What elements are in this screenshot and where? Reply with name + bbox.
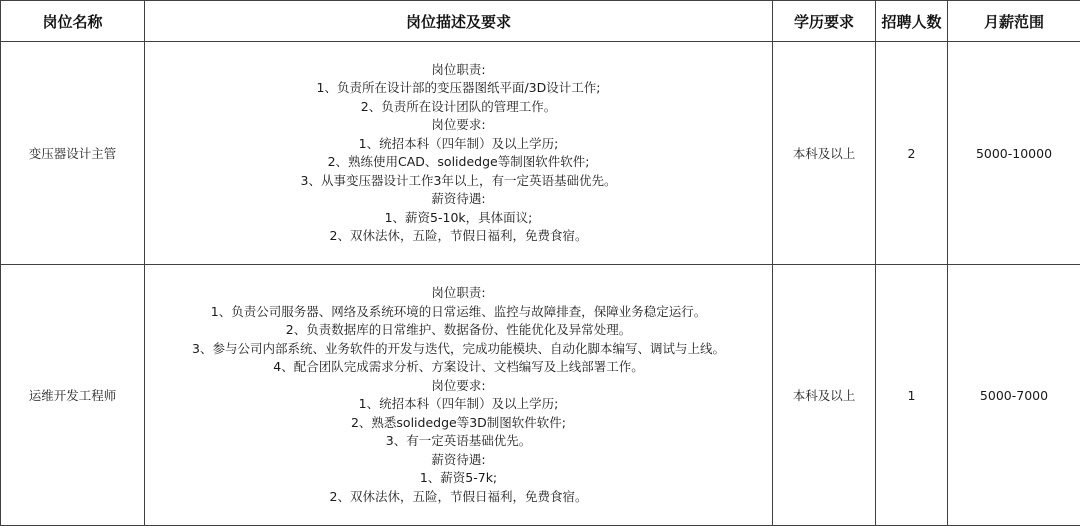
header-headcount: 招聘人数 [876,1,948,42]
description-line: 1、统招本科（四年制）及以上学历; [358,396,559,411]
table-row [1,265,1080,526]
description-line: 2、双休法休，五险，节假日福利，免费食宿。 [329,488,588,504]
position-description [145,265,773,526]
header-salary: 月薪范围 [948,1,1080,42]
description-line: 2、熟悉solidedge等3D制图软件软件; [350,414,567,430]
description-line: 岗位职责: [431,61,486,77]
salary-range: 5000-10000 [948,42,1080,265]
headcount: 2 [876,42,948,265]
salary-range: 5000-7000 [948,265,1080,526]
table-header-row [1,1,1080,42]
description-line: 2、双休法休，五险，节假日福利，免费食宿。 [329,228,588,243]
description-line: 薪资待遇: [431,191,486,206]
description-line: 1、统招本科（四年制）及以上学历; [358,135,559,151]
description-line: 岗位职责: [431,285,486,300]
education-requirement: 本科及以上 [773,265,876,526]
header-position-name: 岗位名称 [1,1,145,42]
description-line: 3、有一定英语基础优先。 [385,433,532,448]
description-line: 2、熟练使用CAD、solidedge等制图软件软件; [327,154,590,169]
table-row [1,42,1080,265]
position-name: 运维开发工程师 [1,265,145,526]
description-line: 岗位要求: [431,117,486,132]
description-line: 薪资待遇: [431,451,486,467]
description-line: 1、负责所在设计部的变压器图纸平面/3D设计工作; [316,80,601,95]
education-requirement: 本科及以上 [773,42,876,265]
description-line: 4、配合团队完成需求分析、方案设计、文档编写及上线部署工作。 [273,359,644,374]
header-description: 岗位描述及要求 [145,1,773,42]
description-line: 1、负责公司服务器、网络及系统环境的日常运维、监控与故障排查，保障业务稳定运行。 [210,303,707,319]
description-line: 1、薪资5-10k，具体面议; [384,209,533,225]
position-name: 变压器设计主管 [1,42,145,265]
description-line: 2、负责数据库的日常维护、数据备份、性能优化及异常处理。 [285,322,632,337]
description-line: 3、参与公司内部系统、业务软件的开发与迭代，完成功能模块、自动化脚本编写、调试与上线。 [192,340,725,356]
description-line: 3、从事变压器设计工作3年以上，有一定英语基础优先。 [300,172,617,188]
position-description [145,42,773,265]
description-line: 岗位要求: [431,377,486,393]
headcount: 1 [876,265,948,526]
description-line: 1、薪资5-7k; [419,470,498,485]
header-education: 学历要求 [773,1,876,42]
description-line: 2、负责所在设计团队的管理工作。 [360,98,557,114]
